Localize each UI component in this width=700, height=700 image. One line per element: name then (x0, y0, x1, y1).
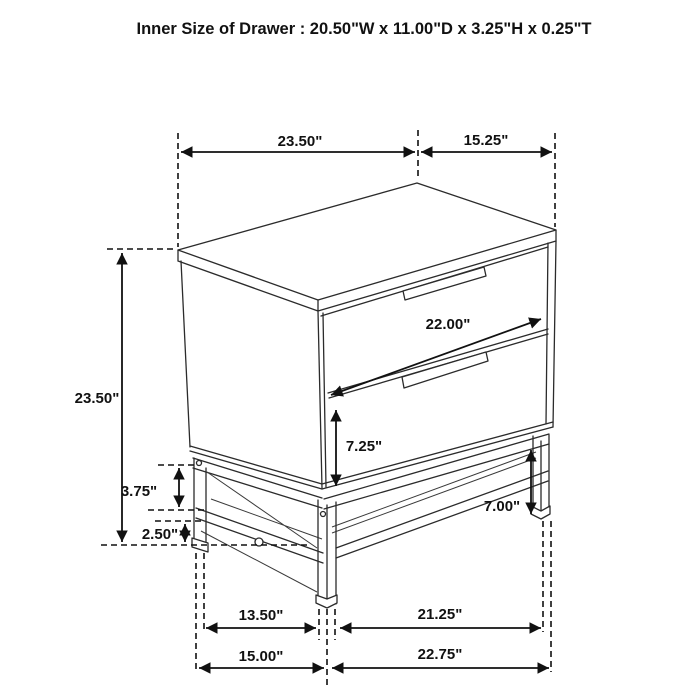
dim-base-width-right-label: 22.75" (417, 646, 463, 663)
dim-top-width-label: 23.50" (277, 133, 323, 150)
back-rail-right (332, 452, 536, 533)
top-face (178, 183, 556, 300)
dim-height (75, 253, 122, 542)
dim-frame-gap-upper-label: 3.75" (120, 483, 158, 500)
dim-frame-gap-upper (121, 468, 179, 507)
left-panel-bottom-edge (190, 446, 322, 489)
bolt-left-leg (197, 461, 202, 466)
dim-frame-gap-lower-label: 2.50" (141, 526, 179, 543)
guide-front-leg (319, 609, 335, 688)
bolt-front-leg (321, 512, 326, 517)
dim-base-width-left (199, 648, 324, 668)
dim-top-depth (421, 132, 552, 152)
front-right-edge (553, 241, 556, 427)
diagram-title: Inner Size of Drawer : 20.50"W x 11.00"D x 3.25"H x 0.25"T (136, 20, 592, 38)
dim-leg-span-right-label: 21.25" (417, 606, 463, 623)
front-bottom-edge (322, 422, 553, 489)
dim-frame-gap-lower (142, 524, 185, 543)
dim-base-width-left-label: 15.00" (238, 648, 284, 665)
dim-leg-span-left (206, 607, 316, 628)
drawer-2-handle (402, 352, 488, 388)
drawer-divider (328, 329, 548, 398)
front-corner-edge (318, 311, 326, 488)
dim-drawer-width-label: 22.00" (425, 316, 471, 333)
dim-base-width-right (332, 646, 549, 668)
dim-leg-span-left-label: 13.50" (238, 607, 284, 624)
dim-drawer-width (331, 316, 541, 395)
dim-leg-span-right (340, 606, 541, 628)
dim-top-width (181, 133, 415, 152)
dim-top-depth-label: 15.25" (463, 132, 509, 149)
guide-right-leg (543, 521, 551, 672)
dim-leg-height (484, 450, 531, 515)
dim-height-label: 23.50" (74, 390, 120, 407)
left-panel-edge (181, 261, 190, 447)
guide-left-leg (196, 553, 204, 672)
dim-drawer2-height-label: 7.25" (345, 438, 383, 455)
dim-leg-height-label: 7.00" (483, 498, 521, 515)
